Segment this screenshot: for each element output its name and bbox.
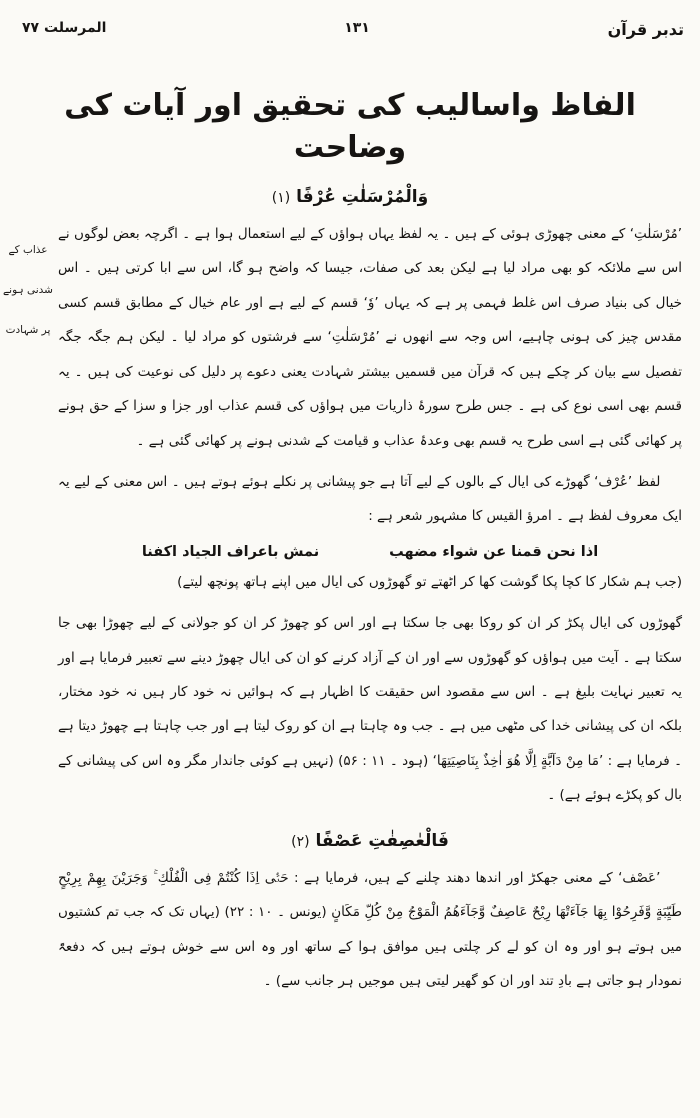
verse-2-number: (۲) (291, 833, 310, 850)
margin-note-line: پر شہادت (5, 324, 51, 336)
body-text (0, 217, 700, 998)
page-number: ۱۳۱ (344, 20, 370, 36)
verse-1-arabic: وَالْمُرْسَلٰتِ عُرْفًا (296, 187, 429, 207)
couplet-hemistich-left: نمش باعراف الجياد اكفنا (141, 543, 320, 560)
imru-al-qais-couplet (58, 544, 682, 560)
paragraph-asf-meaning: ’عَصْف‘ کے معنی جھکڑ اور اندھا دھند چلنے کے ہیں، فرمایا ہے : حَتّٰۤی اِذَا كُنْتُمْ فِی الْفُلْكِ ۚ وَجَرَيْنَ بِهِمْ بِرِيْحٍ طَيِّبَةٍ وَّفَرِحُوْا بِهَا جَآءَتْهَا رِيْحٌ عَاصِفٌ وَّجَآءَهُمُ الْمَوْجُ مِنْ كُلِّ مَكَانٍ (یونس ۔ ۱۰ : ۲۲) (یہاں تک کہ جب تم کشتیوں میں ہوتے ہو اور وہ ان کو لے کر چلتی ہیں موافق ہوا کے ساتھ اور وہ اس سے خوش ہوتے ہیں کہ دفعۃً نمودار ہو جاتی ہے بادِ تند اور ان کو گھیر لیتی ہیں موجیں ہر جانب سے) ۔ (58, 869, 682, 989)
verse-1-number: (۱) (271, 190, 291, 206)
paragraph-mursalat-meaning: ’مُرْسَلٰتِ‘ کے معنی چھوڑی ہوئی کے ہیں ۔ یہ لفظ یہاں ہواؤں کے لیے استعمال ہوا ہے ۔ اگرچہ بعض لوگوں نے اس سے ملائکہ کو بھی مراد لیا ہے لیکن بعد کی صفات، جیسا کہ واضح ہو گا، اس سے ابا کرتی ہیں ۔ اس خیال کی بنیاد صرف اس غلط فہمی پر ہے کہ یہاں ’وٗ‘ قسم کے لیے ہے اور عام خیال کے مطابق قسم کسی مقدس چیز کی ہونی چاہیے، اس وجہ سے انھوں نے ’مُرْسَلٰتِ‘ سے فرشتوں کو مراد لیا ۔ لیکن ہم جگہ جگہ تفصیل سے بیان کر چکے ہیں کہ قرآن میں قسمیں بیشتر شہادت یعنی دعوے پر دلیل کی نوعیت کی ہیں ۔ یہ قسم بھی اسی نوع کی ہے ۔ جس طرح سورۂ ذاریات میں ہواؤں کی قسم عذاب اور جزا و سزا کے حق ہونے پر کھائی گئی ہے اسی طرح یہ قسم بھی وعدۂ عذاب و قیامت کے شدنی ہونے پر کھائی گئی ہے ۔ (58, 226, 682, 449)
margin-note-line: شدنی ہونے (3, 284, 53, 296)
verse-2-arabic: فَالْعٰصِفٰتِ عَصْفًا (315, 830, 449, 851)
verse-1-mursalat (0, 187, 700, 207)
running-head-book-title: تدبر قرآن (607, 20, 684, 39)
section-title: الفاظ واسالیب کی تحقیق اور آیات کی وضاحت (64, 88, 636, 165)
couplet-hemistich-right: اذا نحن قمنا عن شواء مضهب (389, 543, 599, 560)
running-head-surah-ref: المرسلت ۷۷ (22, 20, 107, 36)
paragraph-horse-mane-metaphor: گھوڑوں کی ایال پکڑ کر ان کو روکا بھی جا سکتا ہے اور اس کو چھوڑ کر ان کو جولانی کے لیے چھوڑا بھی جا سکتا ہے ۔ آیت میں ہواؤں کو گھوڑوں سے اور ان کے آزاد کرنے کو ان کی ایال چھوڑ دینے سے تعبیر فرمایا ہے اور یہ تعبیر نہایت بلیغ ہے ۔ اس سے مقصود اس حقیقت کا اظہار ہے کہ ہوائیں نہ خود کار ہیں نہ خود مختار، بلکہ ان کی پیشانی خدا کی مٹھی میں ہے ۔ جب وہ چاہتا ہے ان کو روک لیتا ہے اور جب چاہتا ہے چھوڑ دیتا ہے ۔ فرمایا ہے : ’مَا مِنْ دَآبَّةٍ اِلَّا هُوَ اٰخِذٌ بِنَاصِيَتِهَا‘ (ہود ۔ ۱۱ : ۵۶) (نہیں ہے کوئی جاندار مگر وہ اس کی پیشانی کے بال کو پکڑے ہوئے ہے) ۔ (58, 615, 682, 804)
paragraph-urf-meaning: لفظ ’عُرْف‘ گھوڑے کی ایال کے بالوں کے لیے آتا ہے جو پیشانی پر نکلے ہوئے ہوتے ہیں ۔ اس معنی کے لیے یہ ایک معروف لفظ ہے ۔ امرؤ القیس کا مشہور شعر ہے : (58, 473, 682, 525)
page-header (0, 0, 700, 39)
margin-note-line: عذاب کے (8, 244, 48, 256)
margin-note (2, 230, 54, 350)
couplet-translation: (جب ہم شکار کا کچا پکا گوشت کھا کر اٹھتے تو گھوڑوں کی ایال میں اپنے ہاتھ پونچھ لیتے) (177, 573, 682, 590)
verse-2-asifat (58, 831, 682, 851)
